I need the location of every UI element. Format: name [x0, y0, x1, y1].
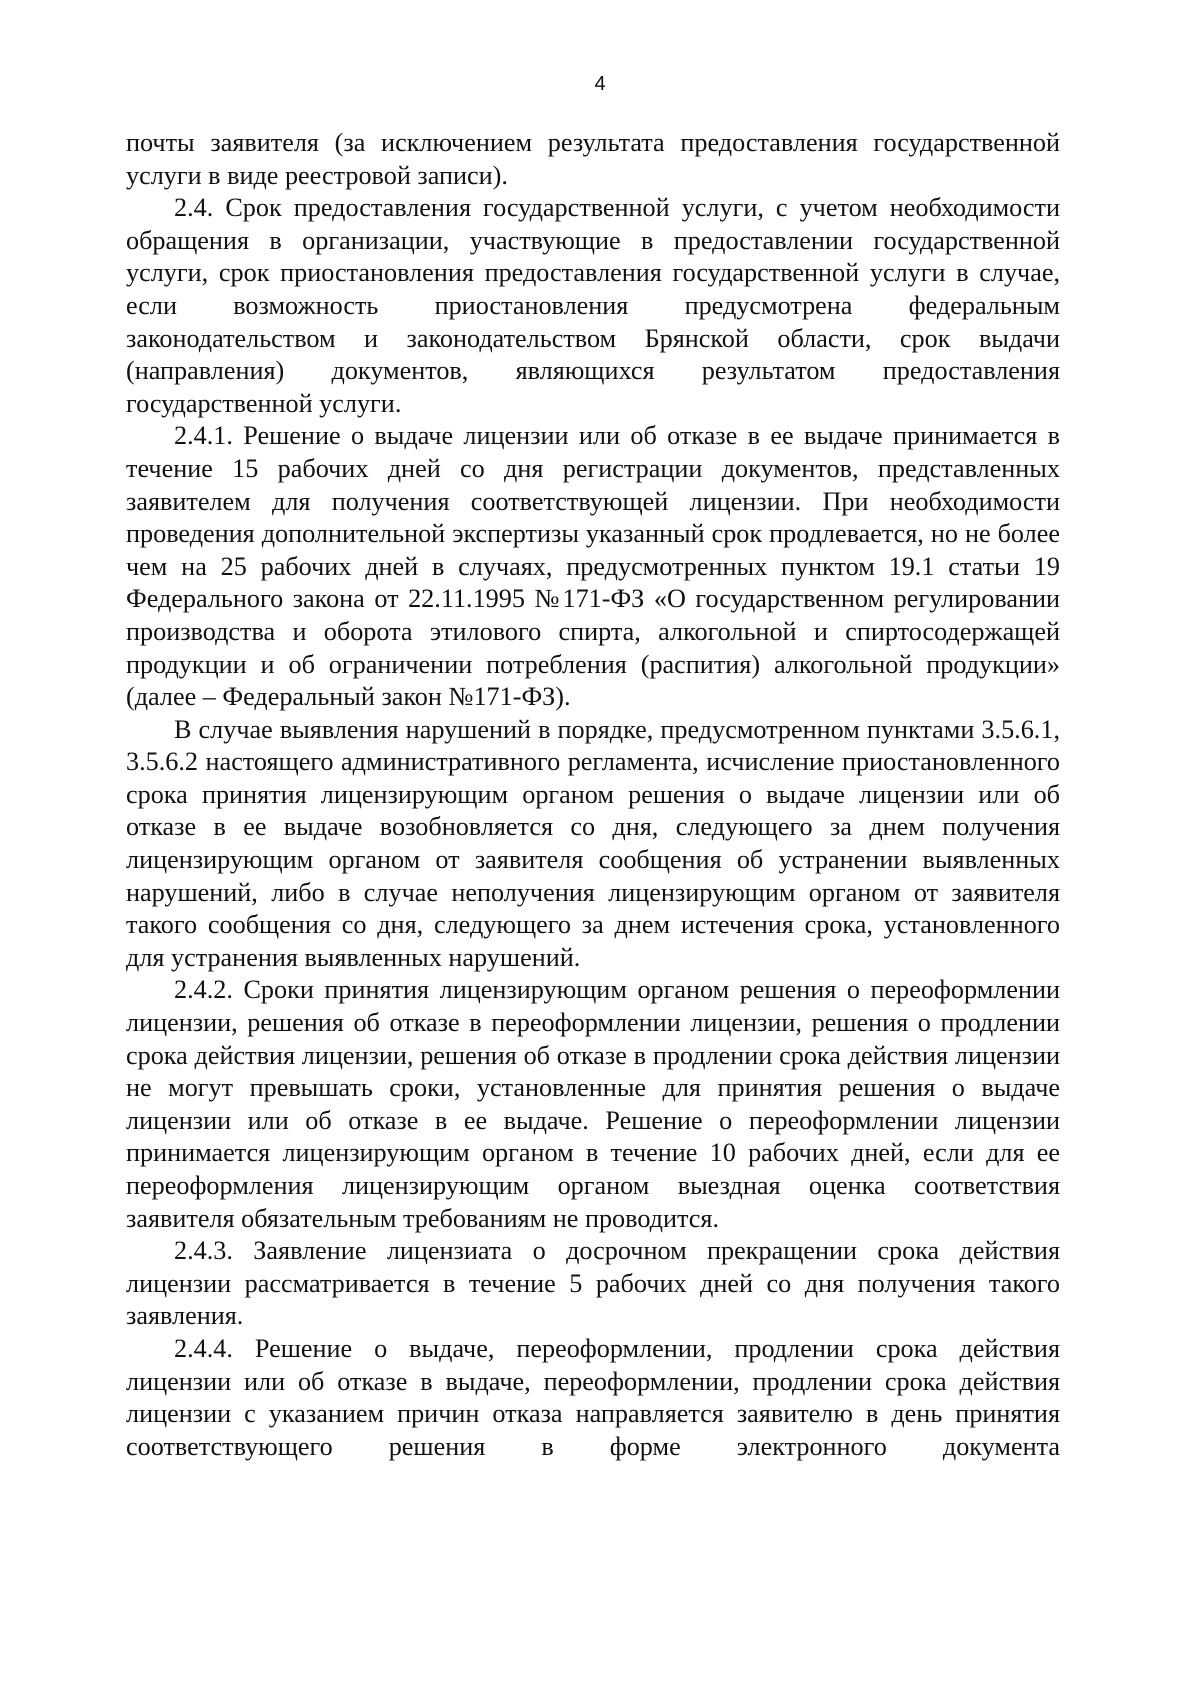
paragraph-2-4-2: 2.4.2. Сроки принятия лицензирующим органом решения о переоформлении лицензии, решения об отказе в переоформлении лицензии, решения о продлении срока действия лицензии, решения об отказе в продлении срока действия лицензии не могут превышать сроки, установленные для принятия решения о выдаче лицензии или об отказе в ее выдаче. Решение о переоформлении лицензии принимается лицензирующим органом в течение 10 рабочих дней, если для ее переоформления лицензирующим органом выездная оценка соответствия заявителя обязательным требованиям не проводится.	[126, 975, 1060, 1233]
document-body	[126, 127, 1060, 1463]
paragraph-2-4-3: 2.4.3. Заявление лицензиата о досрочном прекращении срока действия лицензии рассматривается в течение 5 рабочих дней со дня получения такого заявления.	[126, 1236, 1060, 1331]
paragraph-2-4-1: 2.4.1. Решение о выдаче лицензии или об отказе в ее выдаче принимается в течение 15 рабочих дней со дня регистрации документов, представленных заявителем для получения соответствующей лицензии. При необходимости проведения дополнительной экспертизы указанный срок продлевается, но не более чем на 25 рабочих дней в случаях, предусмотренных пунктом 19.1 статьи 19 Федерального закона от 22.11.1995 №171-ФЗ «О государственном регулировании производства и оборота этилового спирта, алкогольной и спиртосодержащей продукции и об ограничении потребления (распития) алкогольной продукции» (далее – Федеральный закон №171-ФЗ).	[126, 421, 1060, 712]
paragraph-2-4: 2.4. Срок предоставления государственной услуги, с учетом необходимости обращения в организации, участвующие в предоставлении государственной услуги, срок приостановления предоставления государственной услуги в случае, если возможность приостановления предусмотрена федеральным законодательством и законодательством Брянской области, срок выдачи (направления) документов, являющихся результатом предоставления государственной услуги.	[126, 193, 1060, 418]
paragraph-2-4-4: 2.4.4. Решение о выдаче, переоформлении, продлении срока действия лицензии или об отказе в выдаче, переоформлении, продлении срока действия лицензии с указанием причин отказа направляется заявителю в день принятия соответствующего решения в форме электронного документа	[126, 1333, 1060, 1461]
page-number: 4	[594, 73, 606, 95]
paragraph-continuation: почты заявителя (за исключением результата предоставления государственной услуги в виде реестровой записи).	[126, 128, 1060, 190]
paragraph-violations: В случае выявления нарушений в порядке, предусмотренном пунктами 3.5.6.1, 3.5.6.2 настоящего административного регламента, исчисление приостановленного срока принятия лицензирующим органом решения о выдаче лицензии или об отказе в ее выдаче возобновляется со дня, следующего за днем получения лицензирующим органом от заявителя сообщения об устранении выявленных нарушений, либо в случае неполучения лицензирующим органом от заявителя такого сообщения со дня, следующего за днем истечения срока, установленного для устранения выявленных нарушений.	[126, 714, 1060, 972]
